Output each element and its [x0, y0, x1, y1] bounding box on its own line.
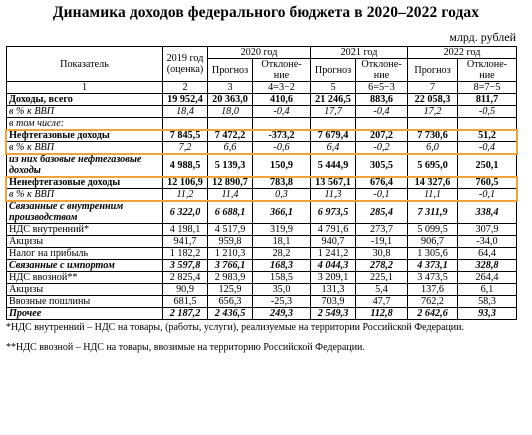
- table-row: [7, 201, 517, 224]
- row-label: в том числе:: [7, 118, 163, 130]
- row-label: Связанные с импортом: [7, 260, 163, 272]
- row-label: из них базовые нефтегазовые доходы: [7, 154, 163, 177]
- table-row: [7, 130, 517, 142]
- row-value: 338,4: [458, 201, 517, 224]
- row-label: в % к ВВП: [7, 189, 163, 201]
- row-value: 906,7: [408, 236, 458, 248]
- row-value: 5 695,0: [408, 154, 458, 177]
- header-indicator: Показатель: [7, 47, 163, 82]
- row-value: 2 187,2: [163, 308, 208, 320]
- table-row: [7, 154, 517, 177]
- row-value: 7 845,5: [163, 130, 208, 142]
- row-value: 5 099,5: [408, 224, 458, 236]
- row-value: 883,6: [356, 94, 408, 106]
- column-number: 3: [208, 82, 253, 94]
- table-row: [7, 106, 517, 118]
- header-2019: 2019 год (оценка): [163, 47, 208, 82]
- table-row: [7, 189, 517, 201]
- row-value: 703,9: [311, 296, 356, 308]
- row-value: -0,6: [253, 142, 311, 154]
- row-value: 7 730,6: [408, 130, 458, 142]
- header-row-years: [7, 47, 517, 59]
- header-forecast: Прогноз: [311, 59, 356, 82]
- row-value: 4 373,1: [408, 260, 458, 272]
- row-label: Нефтегазовые доходы: [7, 130, 163, 142]
- row-label: Прочее: [7, 308, 163, 320]
- row-label: Связанные с внутренним производством: [7, 201, 163, 224]
- header-2021: 2021 год: [311, 47, 408, 59]
- row-label: Ненефтегазовые доходы: [7, 177, 163, 189]
- header-deviation: Отклоне-ние: [253, 59, 311, 82]
- row-value: 249,3: [253, 308, 311, 320]
- row-value: -0,4: [356, 106, 408, 118]
- row-value: 3 766,1: [208, 260, 253, 272]
- row-value: 158,5: [253, 272, 311, 284]
- row-value: 941,7: [163, 236, 208, 248]
- table-row: [7, 94, 517, 106]
- row-value: 307,9: [458, 224, 517, 236]
- row-value: 17,7: [311, 106, 356, 118]
- row-value: -34,0: [458, 236, 517, 248]
- row-value: [253, 118, 311, 130]
- row-value: 3 209,1: [311, 272, 356, 284]
- row-value: 17,2: [408, 106, 458, 118]
- row-label: в % к ВВП: [7, 142, 163, 154]
- row-value: 64,4: [458, 248, 517, 260]
- column-number: 6=5−3: [356, 82, 408, 94]
- row-value: 19 952,4: [163, 94, 208, 106]
- row-value: 90,9: [163, 284, 208, 296]
- row-value: 18,1: [253, 236, 311, 248]
- row-value: 30,8: [356, 248, 408, 260]
- footnote-2: **НДС ввозной – НДС на товары, ввозимые на территорию Российской Федерации.: [6, 342, 365, 353]
- header-deviation: Отклоне-ние: [356, 59, 408, 82]
- row-value: 4 988,5: [163, 154, 208, 177]
- row-value: 0,3: [253, 189, 311, 201]
- row-value: 2 436,5: [208, 308, 253, 320]
- row-value: 112,8: [356, 308, 408, 320]
- row-value: 11,1: [408, 189, 458, 201]
- row-value: -25,3: [253, 296, 311, 308]
- row-value: 11,3: [311, 189, 356, 201]
- row-value: 6 322,0: [163, 201, 208, 224]
- row-value: 207,2: [356, 130, 408, 142]
- row-value: 959,8: [208, 236, 253, 248]
- row-value: 21 246,5: [311, 94, 356, 106]
- row-value: -0,2: [356, 142, 408, 154]
- row-value: 5,4: [356, 284, 408, 296]
- table-row: [7, 224, 517, 236]
- row-value: 3 473,5: [408, 272, 458, 284]
- row-value: 319,9: [253, 224, 311, 236]
- row-value: [311, 118, 356, 130]
- table-row: [7, 177, 517, 189]
- row-value: 285,4: [356, 201, 408, 224]
- table-row: [7, 296, 517, 308]
- row-value: 11,2: [163, 189, 208, 201]
- row-value: 264,4: [458, 272, 517, 284]
- table-row: [7, 248, 517, 260]
- row-value: 278,2: [356, 260, 408, 272]
- column-number: 7: [408, 82, 458, 94]
- row-value: 4 517,9: [208, 224, 253, 236]
- row-value: [208, 118, 253, 130]
- row-label: НДС внутренний*: [7, 224, 163, 236]
- row-value: 14 327,6: [408, 177, 458, 189]
- row-value: 4 198,1: [163, 224, 208, 236]
- row-value: 125,9: [208, 284, 253, 296]
- column-number: 8=7−5: [458, 82, 517, 94]
- header-forecast: Прогноз: [408, 59, 458, 82]
- row-label: в % к ВВП: [7, 106, 163, 118]
- header-2022: 2022 год: [408, 47, 517, 59]
- row-value: 2 642,6: [408, 308, 458, 320]
- header-2020: 2020 год: [208, 47, 311, 59]
- row-value: 783,8: [253, 177, 311, 189]
- row-value: 811,7: [458, 94, 517, 106]
- page-title: Динамика доходов федерального бюджета в 2020–2022 годах: [52, 4, 480, 21]
- table-row: [7, 118, 517, 130]
- row-value: 676,4: [356, 177, 408, 189]
- row-value: 35,0: [253, 284, 311, 296]
- row-value: 18,0: [208, 106, 253, 118]
- row-value: 168,3: [253, 260, 311, 272]
- row-value: 410,6: [253, 94, 311, 106]
- row-value: 366,1: [253, 201, 311, 224]
- row-value: 5 139,3: [208, 154, 253, 177]
- column-number: 1: [7, 82, 163, 94]
- row-value: 6 973,5: [311, 201, 356, 224]
- row-value: -373,2: [253, 130, 311, 142]
- row-value: 6,1: [458, 284, 517, 296]
- row-value: [163, 118, 208, 130]
- row-value: 4 044,3: [311, 260, 356, 272]
- row-value: 762,2: [408, 296, 458, 308]
- table-row: [7, 260, 517, 272]
- row-value: 7 472,2: [208, 130, 253, 142]
- table-row: [7, 272, 517, 284]
- table-row: [7, 236, 517, 248]
- row-value: -0,1: [356, 189, 408, 201]
- row-value: 18,4: [163, 106, 208, 118]
- row-value: 131,3: [311, 284, 356, 296]
- row-value: 4 791,6: [311, 224, 356, 236]
- row-value: 1 241,2: [311, 248, 356, 260]
- row-value: 6 688,1: [208, 201, 253, 224]
- row-value: 273,7: [356, 224, 408, 236]
- header-forecast: Прогноз: [208, 59, 253, 82]
- row-value: 58,3: [458, 296, 517, 308]
- table-row: [7, 142, 517, 154]
- row-value: 11,4: [208, 189, 253, 201]
- row-value: 250,1: [458, 154, 517, 177]
- row-label: Налог на прибыль: [7, 248, 163, 260]
- row-value: 2 983,9: [208, 272, 253, 284]
- row-value: 93,3: [458, 308, 517, 320]
- table-row: [7, 308, 517, 320]
- row-value: 5 444,9: [311, 154, 356, 177]
- row-value: 1 182,2: [163, 248, 208, 260]
- row-value: -0,4: [253, 106, 311, 118]
- column-number: 2: [163, 82, 208, 94]
- row-value: 12 106,9: [163, 177, 208, 189]
- column-number-row: [7, 82, 517, 94]
- row-value: 305,5: [356, 154, 408, 177]
- unit-label: млрд. рублей: [449, 30, 516, 44]
- row-value: 51,2: [458, 130, 517, 142]
- row-value: 7,2: [163, 142, 208, 154]
- row-value: 7 311,9: [408, 201, 458, 224]
- row-value: 13 567,1: [311, 177, 356, 189]
- row-value: -0,4: [458, 142, 517, 154]
- column-number: 5: [311, 82, 356, 94]
- row-value: 7 679,4: [311, 130, 356, 142]
- row-label: Ввозные пошлины: [7, 296, 163, 308]
- row-value: -0,5: [458, 106, 517, 118]
- row-value: 2 825,4: [163, 272, 208, 284]
- row-value: 3 597,8: [163, 260, 208, 272]
- row-value: 225,1: [356, 272, 408, 284]
- row-value: 6,6: [208, 142, 253, 154]
- revenue-table: [6, 46, 517, 320]
- row-value: 20 363,0: [208, 94, 253, 106]
- row-value: 940,7: [311, 236, 356, 248]
- row-label: НДС ввозной**: [7, 272, 163, 284]
- row-value: -19,1: [356, 236, 408, 248]
- table-row: [7, 284, 517, 296]
- header-deviation: Отклоне-ние: [458, 59, 517, 82]
- row-value: 328,8: [458, 260, 517, 272]
- row-label: Акцизы: [7, 236, 163, 248]
- row-value: 22 058,3: [408, 94, 458, 106]
- row-value: 28,2: [253, 248, 311, 260]
- row-value: 2 549,3: [311, 308, 356, 320]
- row-value: 6,4: [311, 142, 356, 154]
- row-value: 1 305,6: [408, 248, 458, 260]
- row-value: [408, 118, 458, 130]
- row-value: 656,3: [208, 296, 253, 308]
- row-value: 760,5: [458, 177, 517, 189]
- row-value: 681,5: [163, 296, 208, 308]
- row-value: 47,7: [356, 296, 408, 308]
- row-value: 1 210,3: [208, 248, 253, 260]
- row-value: 12 890,7: [208, 177, 253, 189]
- row-value: [356, 118, 408, 130]
- column-number: 4=3−2: [253, 82, 311, 94]
- row-value: 137,6: [408, 284, 458, 296]
- row-value: -0,1: [458, 189, 517, 201]
- footnote-1: *НДС внутренний – НДС на товары, (работы, услуги), реализуемые на территории Российской Федерации.: [6, 322, 464, 333]
- row-value: [458, 118, 517, 130]
- row-label: Акцизы: [7, 284, 163, 296]
- row-value: 150,9: [253, 154, 311, 177]
- row-value: 6,0: [408, 142, 458, 154]
- row-label: Доходы, всего: [7, 94, 163, 106]
